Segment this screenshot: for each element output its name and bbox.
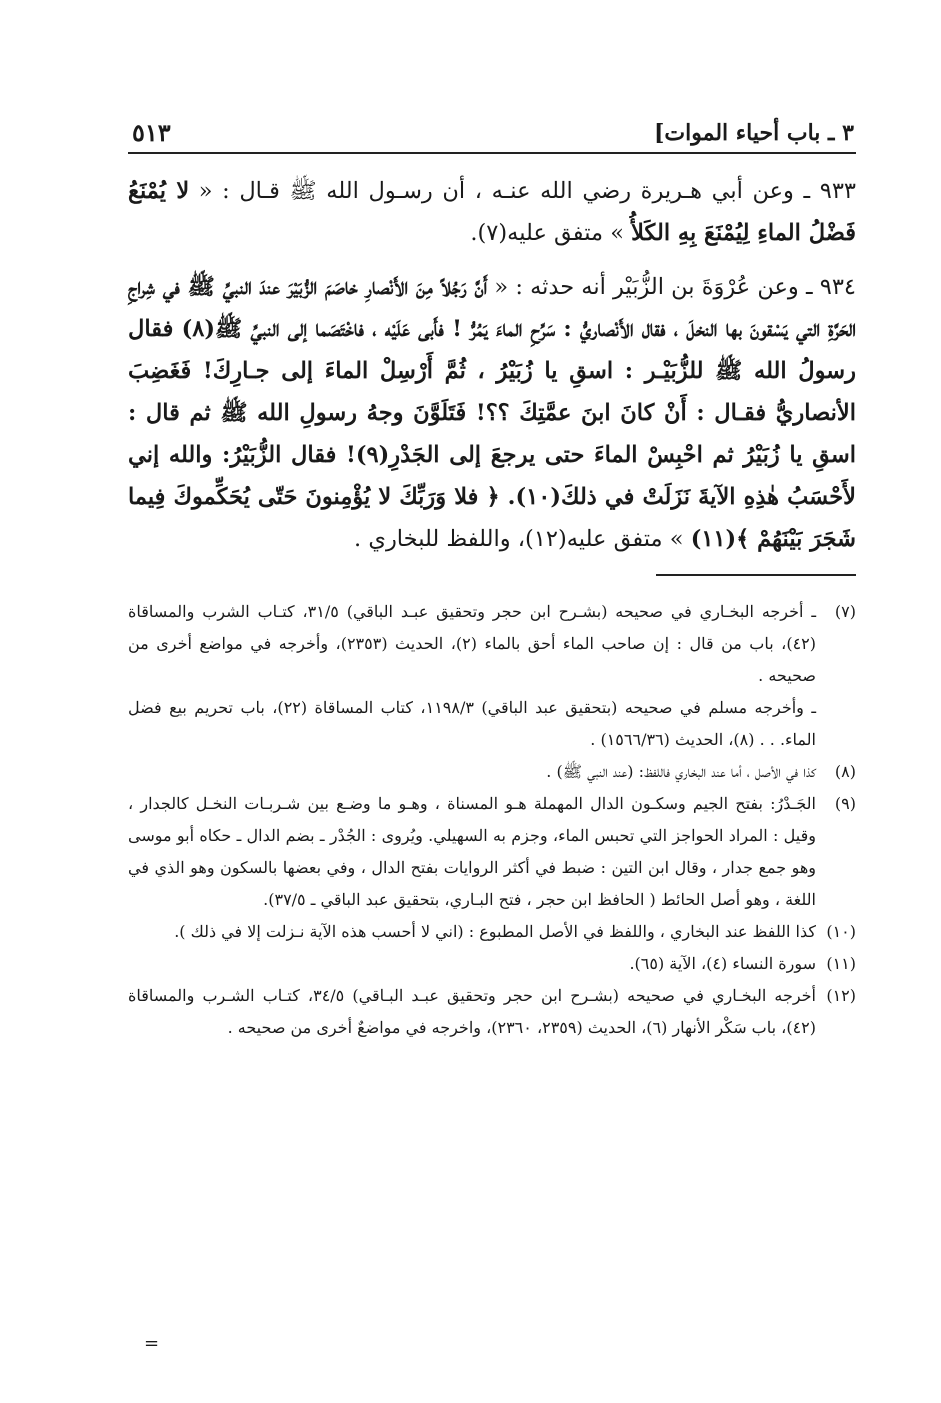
footnote-number: (١٠) bbox=[826, 922, 856, 941]
hadith-source: » متفق عليه(١٢)، واللفظ للبخاري . bbox=[354, 526, 691, 552]
footnote-9 bbox=[128, 788, 856, 916]
footnote-12 bbox=[128, 980, 856, 1044]
footnote-text: كذا في الأصل ، أما عند البخاري فاللفظ: (عند النبي ﷺ) . bbox=[546, 762, 816, 781]
hadith-934 bbox=[128, 266, 856, 560]
hadith-933 bbox=[128, 170, 856, 254]
footnote-text: أخرجه البخـاري في صحيحه (بشـرح ابن حجر وتحقيق عبـد البـاقي) ٣٤/٥، كتـاب الشـرب والمساقاة (٤٢)، باب سَكْر الأنهار (٦)، الحديث (٢٣٥٩، ٢٣٦٠)، واخرجه في مواضعٌ أخرى من صحيحه . bbox=[128, 986, 817, 1037]
running-title: ٣ ـ باب أحياء الموات] bbox=[654, 120, 854, 146]
footnote-7 bbox=[128, 596, 856, 756]
footnote-11 bbox=[128, 948, 856, 980]
footnote-number: (٧) bbox=[834, 602, 856, 621]
hadith-quote: لا يُمْنَعُ فَضْلُ الماءِ لِيُمْنَعَ بِهِ الكَلأُ bbox=[128, 178, 856, 246]
footnote-text: الجَـدْرُ: بفتح الجيم وسكـون الدال المهملة هـو المسناة ، وهـو ما وضـع بين شـربـات النخـل كالجدار ، وقيل : المراد الحواجز التي تحبس الماء، وجزم به السهيلي. ويُروى : الجُدْر ـ بضم الدال ـ حكاه أبو موسى وهو جمع جدار ، وقال ابن التين : ضبط في أكثر الروايات بفتح الدال ، وفي بعضها بالسكون وهو الذي في اللغة ، وهو أصل الحائط ( الحافظ ابن حجر ، فتح البـاري، بتحقيق عبد الباقي ـ ٣٧/٥). bbox=[128, 794, 816, 909]
footnote-number: (٩) bbox=[834, 794, 856, 813]
hadith-intro: ٩٣٤ ـ وعن عُرْوَةَ بن الزُّبَيْر أنه حدثه : « bbox=[487, 274, 856, 300]
page-number: ٥١٣ bbox=[132, 118, 171, 147]
footnote-text: كذا اللفظ عند البخاري ، واللفظ في الأصل المطبوع : (اني لا أحسب هذه الآية نـزلت إلا في ذلك ). bbox=[174, 922, 816, 941]
footnote-divider bbox=[656, 574, 856, 576]
footnote-8 bbox=[128, 756, 856, 788]
footnotes bbox=[128, 596, 856, 1044]
hadith-source: » متفق عليه(٧). bbox=[470, 220, 632, 246]
hadith-quote: أَنَّ رَجُلاً مِنَ الأَنْصارِ خاصَمَ الزُّبَيْرَ عندَ النبيِّ ﷺ في شِراجِ الحَرَّةِ التي يَسْقونَ بها النخلَ ، فقال الأَنْصاريُّ : سَرِّحِ الماءَ يَمُرُّ ! فأَبى عَلَيْه ، فاخْتَصَما إلى النبيِّ ﷺ(٨) فقال رسولُ الله ﷺ للزُّبَيْـر : اسقِ يا زُبَيْرُ ، ثُمَّ أَرْسِلْ الماءَ إلى جـارِكَ! فَغَضِبَ الأنصاريُّ فقـال : أَنْ كانَ ابنَ عمَّتِكَ ؟؟! فَتَلَوَّنَ وجهُ رسولِ الله ﷺ ثم قال : اسقِ يا زُبَيْرُ ثم احْبِسْ الماءَ حتى يرجعَ إلى الجَدْرِ(٩)! فقال الزُّبَيْرُ: والله إني لأَحْسَبُ هٰذِهِ الآيةَ نَزَلَتْ في ذلكَ(١٠). ﴿ فلا وَرَبِّكَ لا يُؤْمِنونَ حَتّى يُحَكِّموكَ فِيما شَجَرَ بَيْنَهُمْ ﴾(١١) bbox=[128, 274, 856, 552]
hadith-intro: ٩٣٣ ـ وعن أبي هـريرة رضي الله عنـه ، أن رسـول الله ﷺ قـال : « bbox=[189, 178, 856, 204]
book-page bbox=[128, 108, 856, 1368]
footnote-number: (٨) bbox=[834, 762, 856, 781]
footnote-10 bbox=[128, 916, 856, 948]
footnote-number: (١١) bbox=[826, 954, 856, 973]
footnote-text: ـ أخرجه البخـاري في صحيحه (بشـرح ابن حجر وتحقيق عبـد الباقي) ٣١/٥، كتـاب الشرب والمساقاة (٤٢)، باب من قال : إن صاحب الماء أحق بالماء (٢)، الحديث (٢٣٥٣)، وأخرجه في مواضع أخرى من صحيحه . bbox=[128, 602, 817, 685]
page-header bbox=[128, 108, 856, 154]
footnote-text: سورة النساء (٤)، الآية (٦٥). bbox=[629, 954, 816, 973]
continuation-mark: = bbox=[144, 1333, 160, 1354]
main-text bbox=[128, 170, 856, 560]
footnote-number: (١٢) bbox=[826, 986, 856, 1005]
footnote-text: ـ وأخرجه مسلم في صحيحه (بتحقيق عبد الباقي) ١١٩٨/٣، كتاب المساقاة (٢٢)، باب تحريم بيع فضل الماء. . . (٨)، الحديث (١٥٦٦/٣٦) . bbox=[128, 698, 817, 749]
